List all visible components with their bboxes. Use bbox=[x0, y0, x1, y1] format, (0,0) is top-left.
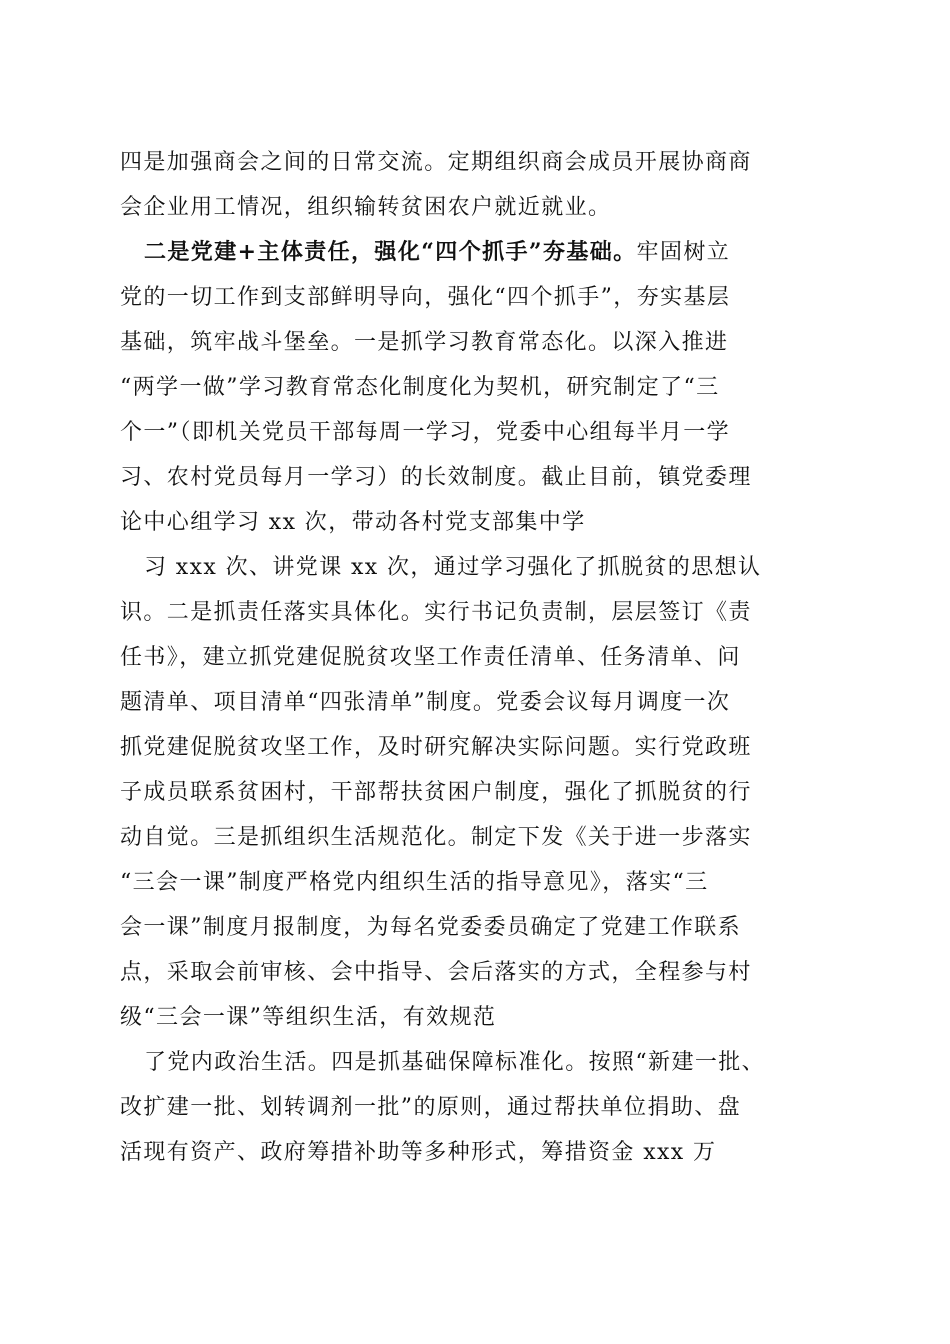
text-segment: 党的一切工作到支部鲜明导向，强化“四个抓手”，夯实基层 bbox=[120, 285, 731, 310]
text-line bbox=[120, 1040, 832, 1085]
text-segment: 基础，筑牢战斗堡垒。一是抓学习教育常态化。以深入推进 bbox=[120, 330, 729, 355]
text-segment: “两学一做”学习教育常态化制度化为契机，研究制定了“三 bbox=[120, 375, 720, 400]
text-line bbox=[120, 995, 832, 1040]
text-line bbox=[120, 1085, 832, 1130]
text-line bbox=[120, 770, 832, 815]
document-body bbox=[120, 140, 832, 1175]
text-segment: 活现有资产、政府筹措补助等多种形式，筹措资金 xxx 万 bbox=[120, 1140, 717, 1165]
text-segment: 动自觉。三是抓组织生活规范化。制定下发《关于进一步落实 bbox=[120, 825, 752, 850]
text-line bbox=[120, 455, 832, 500]
text-segment: 题清单、项目清单“四张清单”制度。党委会议每月调度一次 bbox=[120, 690, 731, 715]
bold-heading-segment: 二是党建+主体责任，强化“四个抓手”夯基础。 bbox=[144, 239, 637, 265]
text-segment: 四是加强商会之间的日常交流。定期组织商会成员开展协商商 bbox=[120, 150, 752, 175]
text-segment: 论中心组学习 xx 次，带动各村党支部集中学 bbox=[120, 510, 586, 535]
text-line bbox=[120, 815, 832, 860]
text-segment: 子成员联系贫困村，干部帮扶贫困户制度，强化了抓脱贫的行 bbox=[120, 780, 752, 805]
paragraph-4 bbox=[120, 1040, 832, 1175]
text-line bbox=[120, 320, 832, 365]
text-line bbox=[120, 950, 832, 995]
paragraph-3 bbox=[120, 545, 832, 1040]
text-line bbox=[120, 680, 832, 725]
text-segment: 牢固树立 bbox=[636, 240, 731, 265]
text-segment: 了党内政治生活。四是抓基础保障标准化。按照“新建一批、 bbox=[144, 1050, 766, 1075]
text-line bbox=[120, 140, 832, 185]
text-segment: 会企业用工情况，组织输转贫困农户就近就业。 bbox=[120, 195, 612, 220]
text-line bbox=[120, 1130, 832, 1175]
text-line bbox=[120, 905, 832, 950]
text-segment: 抓党建促脱贫攻坚工作，及时研究解决实际问题。实行党政班 bbox=[120, 735, 752, 760]
text-segment: 习 xxx 次、讲党课 xx 次，通过学习强化了抓脱贫的思想认 bbox=[144, 555, 762, 580]
text-segment: 识。二是抓责任落实具体化。实行书记负责制，层层签订《责 bbox=[120, 600, 752, 625]
text-line bbox=[120, 185, 832, 230]
text-segment: 改扩建一批、划转调剂一批”的原则，通过帮扶单位捐助、盘 bbox=[120, 1095, 742, 1120]
text-line bbox=[120, 725, 832, 770]
text-line bbox=[120, 860, 832, 905]
text-segment: 个一”（即机关党员干部每周一学习，党委中心组每半月一学 bbox=[120, 420, 731, 445]
paragraph-1 bbox=[120, 140, 832, 230]
text-line bbox=[120, 230, 832, 275]
text-segment: 任书》，建立抓党建促脱贫攻坚工作责任清单、任务清单、问 bbox=[120, 645, 741, 670]
text-line bbox=[120, 275, 832, 320]
text-segment: 级“三会一课”等组织生活，有效规范 bbox=[120, 1005, 497, 1030]
text-line bbox=[120, 545, 832, 590]
text-segment: 点，采取会前审核、会中指导、会后落实的方式，全程参与村 bbox=[120, 960, 752, 985]
text-line bbox=[120, 410, 832, 455]
text-segment: “三会一课”制度严格党内组织生活的指导意见》，落实“三 bbox=[120, 870, 709, 895]
text-segment: 习、农村党员每月一学习）的长效制度。截止目前，镇党委理 bbox=[120, 465, 752, 490]
text-line bbox=[120, 500, 832, 545]
text-segment: 会一课”制度月报制度，为每名党委委员确定了党建工作联系 bbox=[120, 915, 742, 940]
text-line bbox=[120, 365, 832, 410]
paragraph-2 bbox=[120, 230, 832, 545]
text-line bbox=[120, 635, 832, 680]
text-line bbox=[120, 590, 832, 635]
